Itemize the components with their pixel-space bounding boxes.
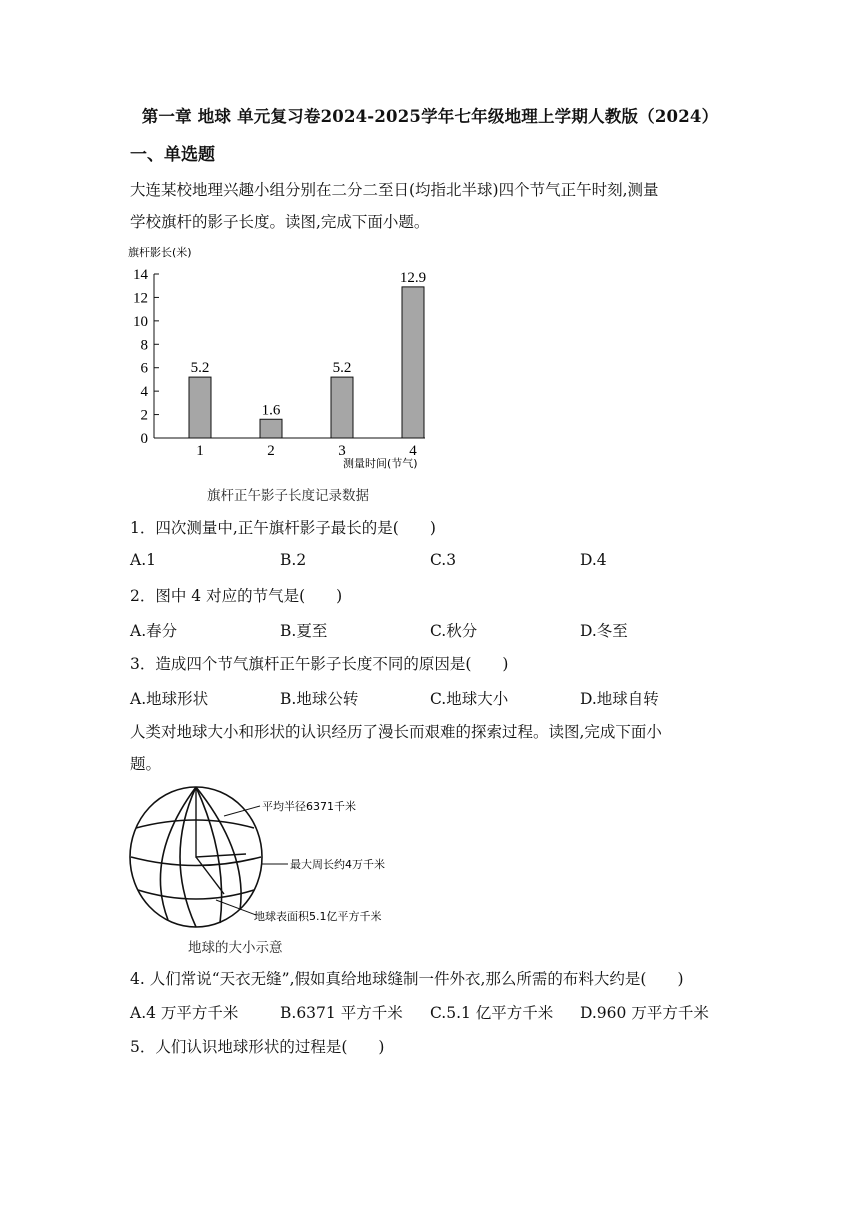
question-1-option-a: A.1 xyxy=(130,551,156,569)
x-tick-label: 3 xyxy=(338,443,346,459)
question-3-option-a: A.地球形状 xyxy=(130,690,209,708)
y-tick-label: 8 xyxy=(140,337,148,354)
y-tick-label: 14 xyxy=(133,267,148,283)
earth-size-diagram xyxy=(128,782,418,932)
globe-drawing xyxy=(130,787,262,927)
data-label-1: 5.2 xyxy=(190,360,210,377)
y-tick-label: 2 xyxy=(140,407,148,424)
question-4-option-d: D.960 万平方千米 xyxy=(580,1004,709,1022)
question-1-stem: 1．四次测量中,正午旗杆影子最长的是( ) xyxy=(130,519,436,537)
y-tick-label: 10 xyxy=(133,313,148,330)
x-tick-label: 1 xyxy=(196,443,204,459)
page-title: 第一章 地球 单元复习卷2024-2025学年七年级地理上学期人教版（2024） xyxy=(141,107,719,126)
y-tick-label: 12 xyxy=(133,290,148,307)
data-label-4: 12.9 xyxy=(399,269,427,286)
question-1-option-b: B.2 xyxy=(280,551,307,569)
question-2-option-b: B.夏至 xyxy=(280,622,328,640)
surface-area-label: 地球表面积5.1亿平方千米 xyxy=(254,910,382,923)
intro-paragraph-1 xyxy=(130,174,740,238)
data-label-2: 1.6 xyxy=(261,402,281,419)
bar-3 xyxy=(331,377,353,438)
bar-1 xyxy=(189,377,211,438)
question-2-stem: 2．图中 4 对应的节气是( ) xyxy=(130,587,343,605)
globe-caption: 地球的大小示意 xyxy=(188,940,283,956)
x-tick-label: 2 xyxy=(267,443,275,459)
intro-1-line-2: 学校旗杆的影子长度。读图,完成下面小题。 xyxy=(130,213,430,231)
bar-4 xyxy=(402,287,424,438)
y-tick-label: 4 xyxy=(140,384,148,401)
radius-label: 平均半径6371千米 xyxy=(262,800,356,813)
circumference-label: 最大周长约4万千米 xyxy=(290,858,385,871)
question-3-option-d: D.地球自转 xyxy=(580,690,659,708)
y-tick-label: 6 xyxy=(140,360,148,377)
question-1-option-c: C.3 xyxy=(430,551,457,569)
question-2-option-a: A.春分 xyxy=(130,622,178,640)
shadow-length-bar-chart xyxy=(120,238,460,480)
intro-2-line-1: 人类对地球大小和形状的认识经历了漫长而艰难的探索过程。读图,完成下面小 xyxy=(130,723,662,741)
question-4-option-c: C.5.1 亿平方千米 xyxy=(430,1004,554,1022)
question-2-option-d: D.冬至 xyxy=(580,622,628,640)
y-axis-title: 旗杆影长(米) xyxy=(128,246,192,259)
intro-2-line-2: 题。 xyxy=(130,755,162,773)
section-heading: 一、单选题 xyxy=(130,145,215,165)
question-5-stem: 5．人们认识地球形状的过程是( ) xyxy=(130,1038,385,1056)
question-4-option-b: B.6371 平方千米 xyxy=(280,1004,403,1022)
question-2-option-c: C.秋分 xyxy=(430,622,478,640)
question-4-option-a: A.4 万平方千米 xyxy=(130,1004,239,1022)
intro-1-line-1: 大连某校地理兴趣小组分别在二分二至日(均指北半球)四个节气正午时刻,测量 xyxy=(130,181,659,199)
bar-2 xyxy=(260,419,282,438)
chart-caption: 旗杆正午影子长度记录数据 xyxy=(207,488,369,504)
y-tick-label: 0 xyxy=(140,431,148,447)
question-3-option-b: B.地球公转 xyxy=(280,690,359,708)
x-tick-label: 4 xyxy=(409,443,417,459)
question-1-option-d: D.4 xyxy=(580,551,607,569)
intro-paragraph-2 xyxy=(130,716,740,780)
data-label-3: 5.2 xyxy=(332,360,352,377)
x-axis-title: 测量时间(节气) xyxy=(343,457,418,470)
question-3-stem: 3．造成四个节气旗杆正午影子长度不同的原因是( ) xyxy=(130,655,509,673)
question-4-stem: 4. 人们常说“天衣无缝”,假如真给地球缝制一件外衣,那么所需的布料大约是( ) xyxy=(130,970,684,988)
question-3-option-c: C.地球大小 xyxy=(430,690,509,708)
